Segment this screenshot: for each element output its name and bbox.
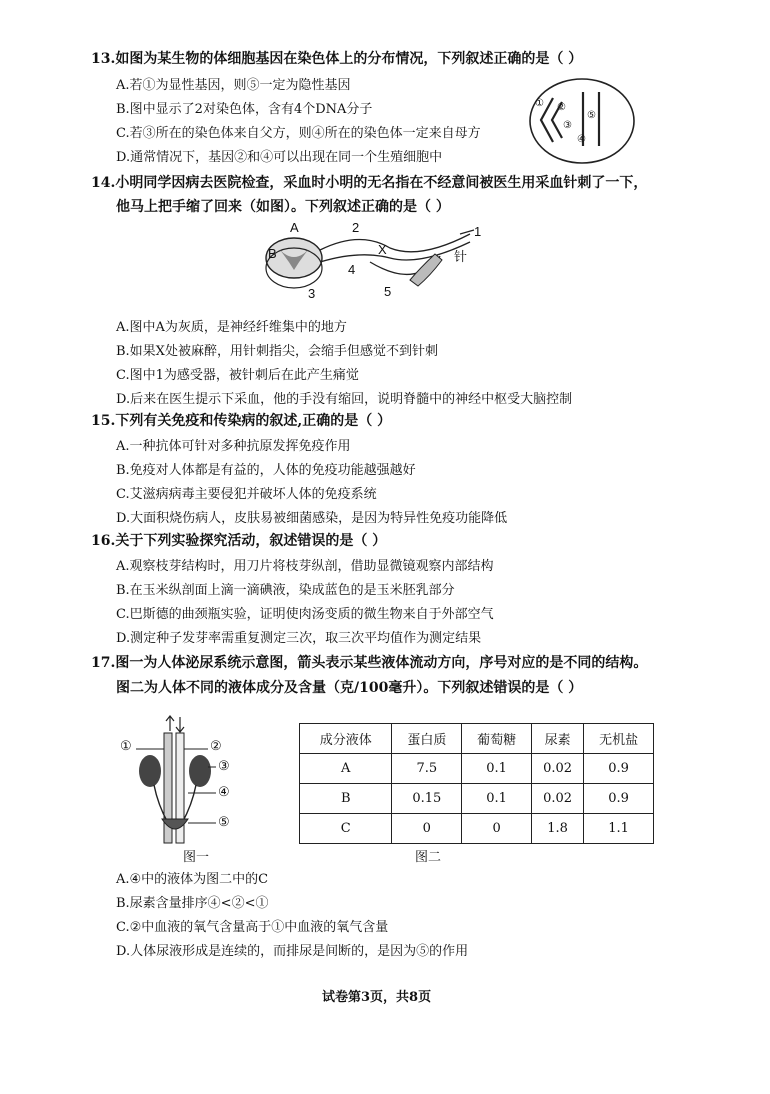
q17-stem-line1: 17.图一为人体泌尿系统示意图，箭头表示某些液体流动方向，序号对应的是不同的结构。 (91, 655, 648, 671)
table-cell: 7.5 (392, 754, 462, 784)
q17-stem-line2: 图二为人体不同的液体成分及含量（克/100毫升）。下列叙述错误的是（ ） (116, 680, 583, 696)
table-cell: C (300, 814, 392, 844)
q17-urinary-figure (118, 715, 238, 845)
table-cell: 0.1 (462, 754, 532, 784)
table-cell: B (300, 784, 392, 814)
q14-label-5: 5 (384, 284, 392, 299)
q14-label-a: A (290, 220, 299, 235)
q13-label-5: ⑤ (587, 110, 596, 121)
table-cell: 0.02 (531, 754, 583, 784)
q14-reflex-figure (260, 220, 490, 300)
q17-option-d: D.人体尿液形成是连续的，而排尿是间断的，是因为⑤的作用 (116, 944, 469, 959)
q13-label-1: ① (535, 98, 544, 109)
q15-option-c: C.艾滋病病毒主要侵犯并破坏人体的免疫系统 (116, 487, 377, 502)
table-row (300, 754, 654, 784)
table-cell: 0 (392, 814, 462, 844)
q14-label-x: X (378, 242, 387, 257)
q16-stem: 16.关于下列实验探究活动，叙述错误的是（ ） (91, 533, 387, 549)
q14-option-a: A.图中A为灰质，是神经纤维集中的地方 (116, 320, 347, 335)
table-cell: 0.9 (584, 784, 654, 814)
q13-option-a: A.若①为显性基因，则⑤一定为隐性基因 (116, 78, 351, 93)
q15-option-b: B.免疫对人体都是有益的，人体的免疫功能越强越好 (116, 463, 416, 478)
q14-label-3: 3 (308, 286, 316, 301)
q14-label-2: 2 (352, 220, 360, 235)
q17-fig1-label-5: ⑤ (218, 815, 230, 830)
table-cell: 1.8 (531, 814, 583, 844)
table-cell: 0.02 (531, 784, 583, 814)
q13-stem: 13.如图为某生物的体细胞基因在染色体上的分布情况，下列叙述正确的是（ ） (91, 51, 583, 67)
q16-option-d: D.测定种子发芽率需重复测定三次，取三次平均值作为测定结果 (116, 631, 482, 646)
q14-label-b: B (268, 246, 277, 261)
table-cell: A (300, 754, 392, 784)
q13-label-4: ④ (577, 134, 586, 145)
q17-fig1-label-4: ④ (218, 785, 230, 800)
table-cell: 0.15 (392, 784, 462, 814)
q14-label-needle: 针 (454, 249, 468, 264)
q14-option-b: B.如果X处被麻醉，用针刺指尖，会缩手但感觉不到针刺 (116, 344, 438, 359)
q13-label-3: ③ (563, 120, 572, 131)
table-header: 蛋白质 (392, 724, 462, 754)
table-header-row (300, 724, 654, 754)
q14-label-1: 1 (474, 224, 482, 239)
q14-label-4: 4 (348, 262, 356, 277)
q13-option-c: C.若③所在的染色体来自父方，则④所在的染色体一定来自母方 (116, 126, 481, 141)
q15-option-a: A.一种抗体可针对多种抗原发挥免疫作用 (116, 439, 351, 454)
q16-option-b: B.在玉米纵剖面上滴一滴碘液，染成蓝色的是玉米胚乳部分 (116, 583, 455, 598)
q17-fluid-table (299, 723, 654, 844)
q17-fig1-caption: 图一 (183, 850, 210, 865)
q16-option-c: C.巴斯德的曲颈瓶实验，证明使肉汤变质的微生物来自于外部空气 (116, 607, 494, 622)
q17-fig1-label-1: ① (120, 739, 132, 754)
page-footer: 试卷第3页，共8页 (322, 990, 432, 1005)
table-header: 葡萄糖 (462, 724, 532, 754)
table-cell: 0.9 (584, 754, 654, 784)
q17-option-c: C.②中血液的氧气含量高于①中血液的氧气含量 (116, 920, 389, 935)
table-header: 尿素 (531, 724, 583, 754)
q14-option-d: D.后来在医生提示下采血，他的手没有缩回，说明脊髓中的神经中枢受大脑控制 (116, 392, 573, 407)
q13-label-2: ② (557, 102, 566, 113)
table-header: 成分液体 (300, 724, 392, 754)
table-cell: 0.1 (462, 784, 532, 814)
table-cell: 0 (462, 814, 532, 844)
q15-option-d: D.大面积烧伤病人，皮肤易被细菌感染，是因为特异性免疫功能降低 (116, 511, 508, 526)
q17-option-a: A.④中的液体为图二中的C (116, 872, 269, 887)
q17-fig1-label-3: ③ (218, 759, 230, 774)
q14-stem-line1: 14.小明同学因病去医院检查，采血时小明的无名指在不经意间被医生用采血针刺了一下， (91, 175, 648, 191)
q15-stem: 15.下列有关免疫和传染病的叙述,正确的是（ ） (91, 413, 392, 429)
q16-option-a: A.观察枝芽结构时，用刀片将枝芽纵剖，借助显微镜观察内部结构 (116, 559, 494, 574)
q17-fig1-label-2: ② (210, 739, 222, 754)
q17-option-b: B.尿素含量排序④<②<① (116, 896, 269, 911)
q14-option-c: C.图中1为感受器，被针刺后在此产生痛觉 (116, 368, 359, 383)
table-cell: 1.1 (584, 814, 654, 844)
q14-stem-line2: 他马上把手缩了回来（如图）。下列叙述正确的是（ ） (116, 199, 450, 215)
q17-fig2-caption: 图二 (415, 850, 442, 865)
q13-cell-figure (527, 76, 637, 166)
table-row (300, 784, 654, 814)
q13-option-b: B.图中显示了2对染色体，含有4个DNA分子 (116, 102, 373, 117)
q13-option-d: D.通常情况下，基因②和④可以出现在同一个生殖细胞中 (116, 150, 443, 165)
table-header: 无机盐 (584, 724, 654, 754)
table-row (300, 814, 654, 844)
